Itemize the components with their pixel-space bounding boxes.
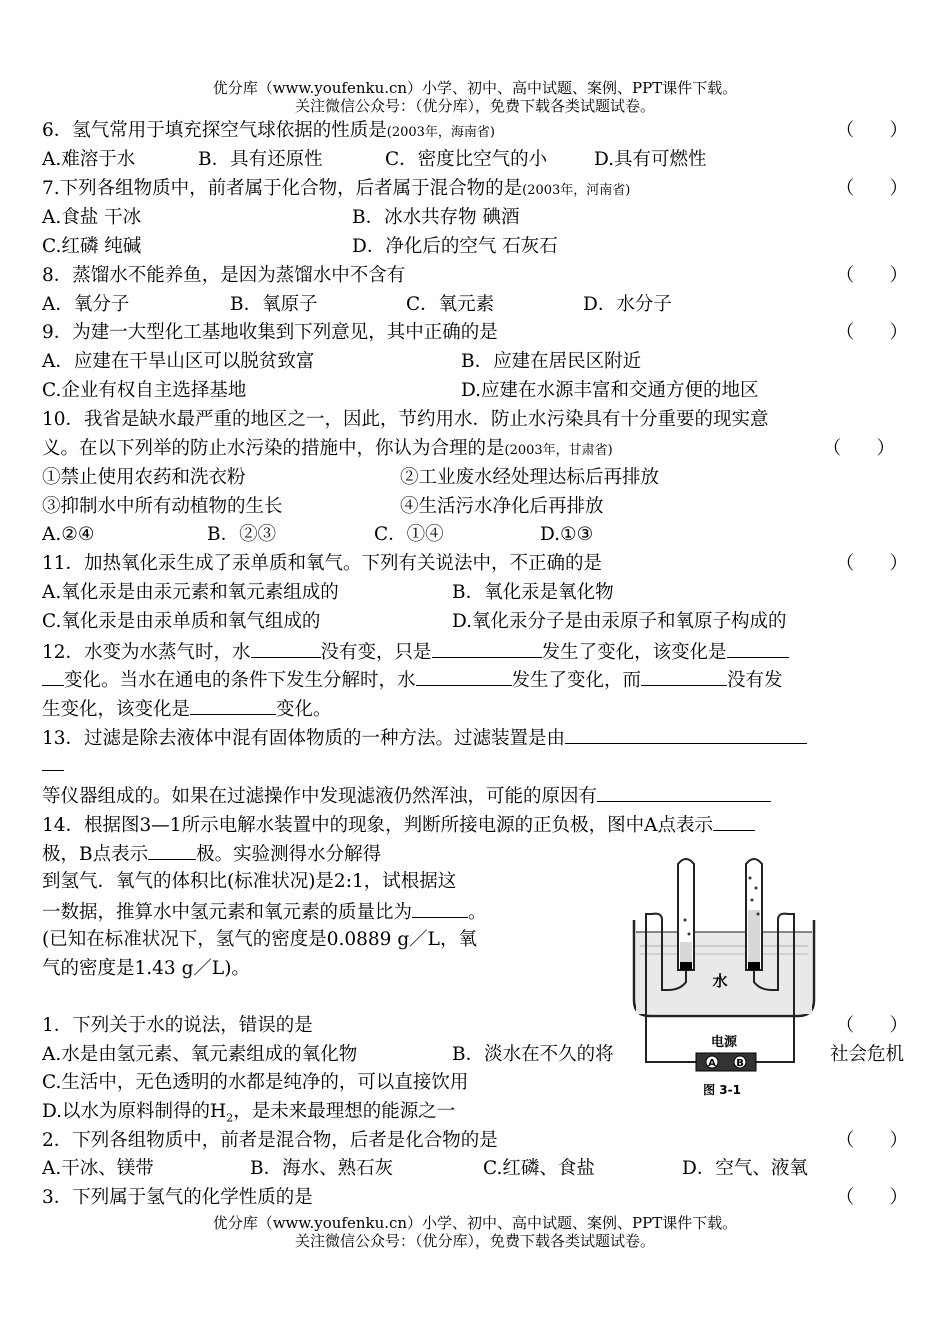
q14-blank-ratio[interactable] bbox=[412, 899, 468, 918]
answer-paren-q10[interactable]: （ ） bbox=[822, 438, 895, 459]
s-question-1-stem: 1．下列关于水的说法，错误的是 bbox=[42, 1015, 313, 1036]
q10-option-d[interactable]: D.①③ bbox=[540, 524, 594, 545]
s2-option-c[interactable]: C.红磷、食盐 bbox=[483, 1158, 595, 1179]
s1-option-c[interactable]: C.生活中，无色透明的水都是纯净的，可以直接饮用 bbox=[42, 1072, 469, 1093]
question-13-line-2: 等仪器组成的。如果在过滤操作中发现滤液仍然浑浊，可能的原因有 bbox=[42, 783, 771, 809]
answer-paren-s2[interactable]: （ ） bbox=[835, 1130, 908, 1151]
left-electrode bbox=[680, 962, 692, 970]
answer-paren-q8[interactable]: （ ） bbox=[835, 265, 908, 286]
question-10-stem-1: 10．我省是缺水最严重的地区之一，因此，节约用水．防止水污染具有十分重要的现实意 bbox=[42, 409, 769, 430]
q11-option-d[interactable]: D.氧化汞分子是由汞原子和氧原子构成的 bbox=[452, 611, 787, 632]
q8-option-a[interactable]: A．氧分子 bbox=[42, 294, 130, 315]
water-label: 水 bbox=[712, 972, 728, 990]
answer-paren-s3[interactable]: （ ） bbox=[835, 1187, 908, 1208]
q7-option-a[interactable]: A.食盐 干冰 bbox=[42, 207, 142, 228]
power-supply bbox=[696, 1053, 756, 1071]
answer-paren-q7[interactable]: （ ） bbox=[835, 178, 908, 199]
q9-option-c[interactable]: C.企业有权自主选择基地 bbox=[42, 380, 247, 401]
q14-blank-b[interactable] bbox=[148, 841, 196, 860]
q10-option-c[interactable]: C．①④ bbox=[374, 524, 444, 545]
q9-option-d[interactable]: D.应建在水源丰富和交通方便的地区 bbox=[461, 380, 759, 401]
q12-blank-3[interactable] bbox=[727, 639, 789, 658]
question-12-line-2: 变化。当水在通电的条件下发生分解时，水 发生了变化，而 没有发 bbox=[42, 667, 783, 693]
question-7-stem: 7.下列各组物质中，前者属于化合物，后者属于混合物的是(2003年，河南省) bbox=[42, 178, 631, 199]
q10-measure-1: ①禁止使用农药和洗衣粉 bbox=[42, 467, 246, 488]
question-14-line-2: 极，B点表示 极。实验测得水分解得 bbox=[42, 841, 381, 867]
power-label: 电源 bbox=[710, 1035, 738, 1050]
q11-option-a[interactable]: A.氧化汞是由汞元素和氧元素组成的 bbox=[42, 582, 339, 603]
q7-option-c[interactable]: C.红磷 纯碱 bbox=[42, 236, 142, 257]
question-9-stem: 9．为建一大型化工基地收集到下列意见，其中正确的是 bbox=[42, 322, 498, 343]
s1-option-b-end: 社会危机 bbox=[829, 1044, 904, 1065]
s-question-3-stem: 3．下列属于氢气的化学性质的是 bbox=[42, 1187, 313, 1208]
answer-paren-q9[interactable]: （ ） bbox=[835, 322, 908, 343]
question-10-stem-2: 义。在以下列举的防止水污染的措施中，你认为合理的是(2003年，甘肃省) bbox=[42, 438, 613, 459]
question-6-stem: 6．氢气常用于填充探空气球依据的性质是(2003年，海南省) bbox=[42, 120, 496, 141]
q13-blank-1[interactable] bbox=[565, 725, 807, 744]
q8-option-c[interactable]: C．氧元素 bbox=[406, 294, 495, 315]
answer-paren-q6[interactable]: （ ） bbox=[835, 120, 908, 141]
q12-blank-4[interactable] bbox=[416, 667, 512, 686]
s2-option-d[interactable]: D．空气、液氧 bbox=[682, 1158, 808, 1179]
answer-paren-q11[interactable]: （ ） bbox=[835, 553, 908, 574]
q10-measure-3: ③抑制水中所有动植物的生长 bbox=[42, 496, 283, 517]
question-12-line-3: 生变化，该变化是 变化。 bbox=[42, 696, 332, 722]
q7-option-d[interactable]: D．净化后的空气 石灰石 bbox=[352, 236, 558, 257]
s1-option-b[interactable]: B．淡水在不久的将 bbox=[452, 1044, 614, 1065]
q6-option-a[interactable]: A.难溶于水 bbox=[42, 149, 136, 170]
q10-option-a[interactable]: A.②④ bbox=[42, 524, 95, 545]
q8-option-b[interactable]: B．氧原子 bbox=[230, 294, 318, 315]
q12-blank-3-cont[interactable] bbox=[42, 667, 64, 686]
question-14-line-1: 14．根据图3—1所示电解水装置中的现象，判断所接电源的正负极，图中A点表示 bbox=[42, 812, 755, 838]
q12-blank-6[interactable] bbox=[190, 696, 276, 715]
question-12-line-1: 12．水变为水蒸气时，水 没有变，只是 发生了变化，该变化是 bbox=[42, 639, 789, 665]
s2-option-b[interactable]: B．海水、熟石灰 bbox=[250, 1158, 394, 1179]
q7-option-b[interactable]: B．冰水共存物 碘酒 bbox=[352, 207, 520, 228]
q11-option-b[interactable]: B．氧化汞是氧化物 bbox=[452, 582, 614, 603]
q9-option-b[interactable]: B．应建在居民区附近 bbox=[461, 351, 642, 372]
figure-3-1 bbox=[628, 850, 820, 1100]
q10-option-b[interactable]: B．②③ bbox=[207, 524, 277, 545]
q6-option-b[interactable]: B．具有还原性 bbox=[198, 149, 323, 170]
figure-caption: 图 3-1 bbox=[703, 1083, 741, 1097]
q6-option-d[interactable]: D.具有可燃性 bbox=[594, 149, 707, 170]
question-14-line-6: 气的密度是1.43 g／L)。 bbox=[42, 958, 250, 979]
q12-blank-1[interactable] bbox=[251, 639, 321, 658]
q10-measure-2: ②工业废水经处理达标后再排放 bbox=[400, 467, 660, 488]
question-11-stem: 11．加热氧化汞生成了汞单质和氧气。下列有关说法中，不正确的是 bbox=[42, 553, 603, 574]
question-14-line-3: 到氢气．氧气的体积比(标准状况)是2:1，试根据这 bbox=[42, 871, 457, 892]
question-13-blank-cont[interactable] bbox=[42, 752, 64, 778]
q10-measure-4: ④生活污水净化后再排放 bbox=[400, 496, 604, 517]
q6-option-c[interactable]: C．密度比空气的小 bbox=[385, 149, 548, 170]
question-13-line-1: 13．过滤是除去液体中混有固体物质的一种方法。过滤装置是由 bbox=[42, 725, 807, 751]
point-b-label: B bbox=[736, 1058, 744, 1069]
answer-paren-s1[interactable]: （ ） bbox=[835, 1015, 908, 1036]
q12-blank-2[interactable] bbox=[432, 639, 542, 658]
q12-blank-5[interactable] bbox=[641, 667, 727, 686]
q13-blank-2[interactable] bbox=[597, 783, 771, 802]
footer-line-2: 关注微信公众号：（优分库），免费下载各类试题试卷。 bbox=[294, 1232, 655, 1250]
q14-blank-a[interactable] bbox=[713, 812, 755, 831]
s-question-2-stem: 2．下列各组物质中，前者是混合物，后者是化合物的是 bbox=[42, 1130, 498, 1151]
right-electrode bbox=[748, 962, 760, 970]
question-8-stem: 8．蒸馏水不能养鱼，是因为蒸馏水中不含有 bbox=[42, 265, 406, 286]
point-a-label: A bbox=[708, 1058, 716, 1069]
q11-option-c[interactable]: C.氧化汞是由汞单质和氧气组成的 bbox=[42, 611, 321, 632]
s1-option-d[interactable]: D.以水为原料制得的$H_2$，是未来最理想的能源之一 bbox=[42, 1101, 456, 1125]
s2-option-a[interactable]: A.干冰、镁带 bbox=[42, 1158, 154, 1179]
question-14-line-4: 一数据，推算水中氢元素和氧元素的质量比为 。 bbox=[42, 899, 487, 925]
q9-option-a[interactable]: A．应建在干旱山区可以脱贫致富 bbox=[42, 351, 315, 372]
q8-option-d[interactable]: D．水分子 bbox=[583, 294, 672, 315]
question-14-line-5: (已知在标准状况下，氢气的密度是0.0889 g／L，氧 bbox=[42, 929, 477, 950]
footer-line-1: 优分库（www.youfenku.cn）小学、初中、高中试题、案例、PPT课件下载。 bbox=[212, 1214, 738, 1232]
header-line-1: 优分库（www.youfenku.cn）小学、初中、高中试题、案例、PPT课件下载。 bbox=[212, 79, 738, 97]
header-line-2: 关注微信公众号：（优分库），免费下载各类试题试卷。 bbox=[294, 97, 655, 115]
s1-option-a[interactable]: A.水是由氢元素、氧元素组成的氧化物 bbox=[42, 1044, 358, 1065]
electrolysis-diagram bbox=[628, 850, 820, 1100]
